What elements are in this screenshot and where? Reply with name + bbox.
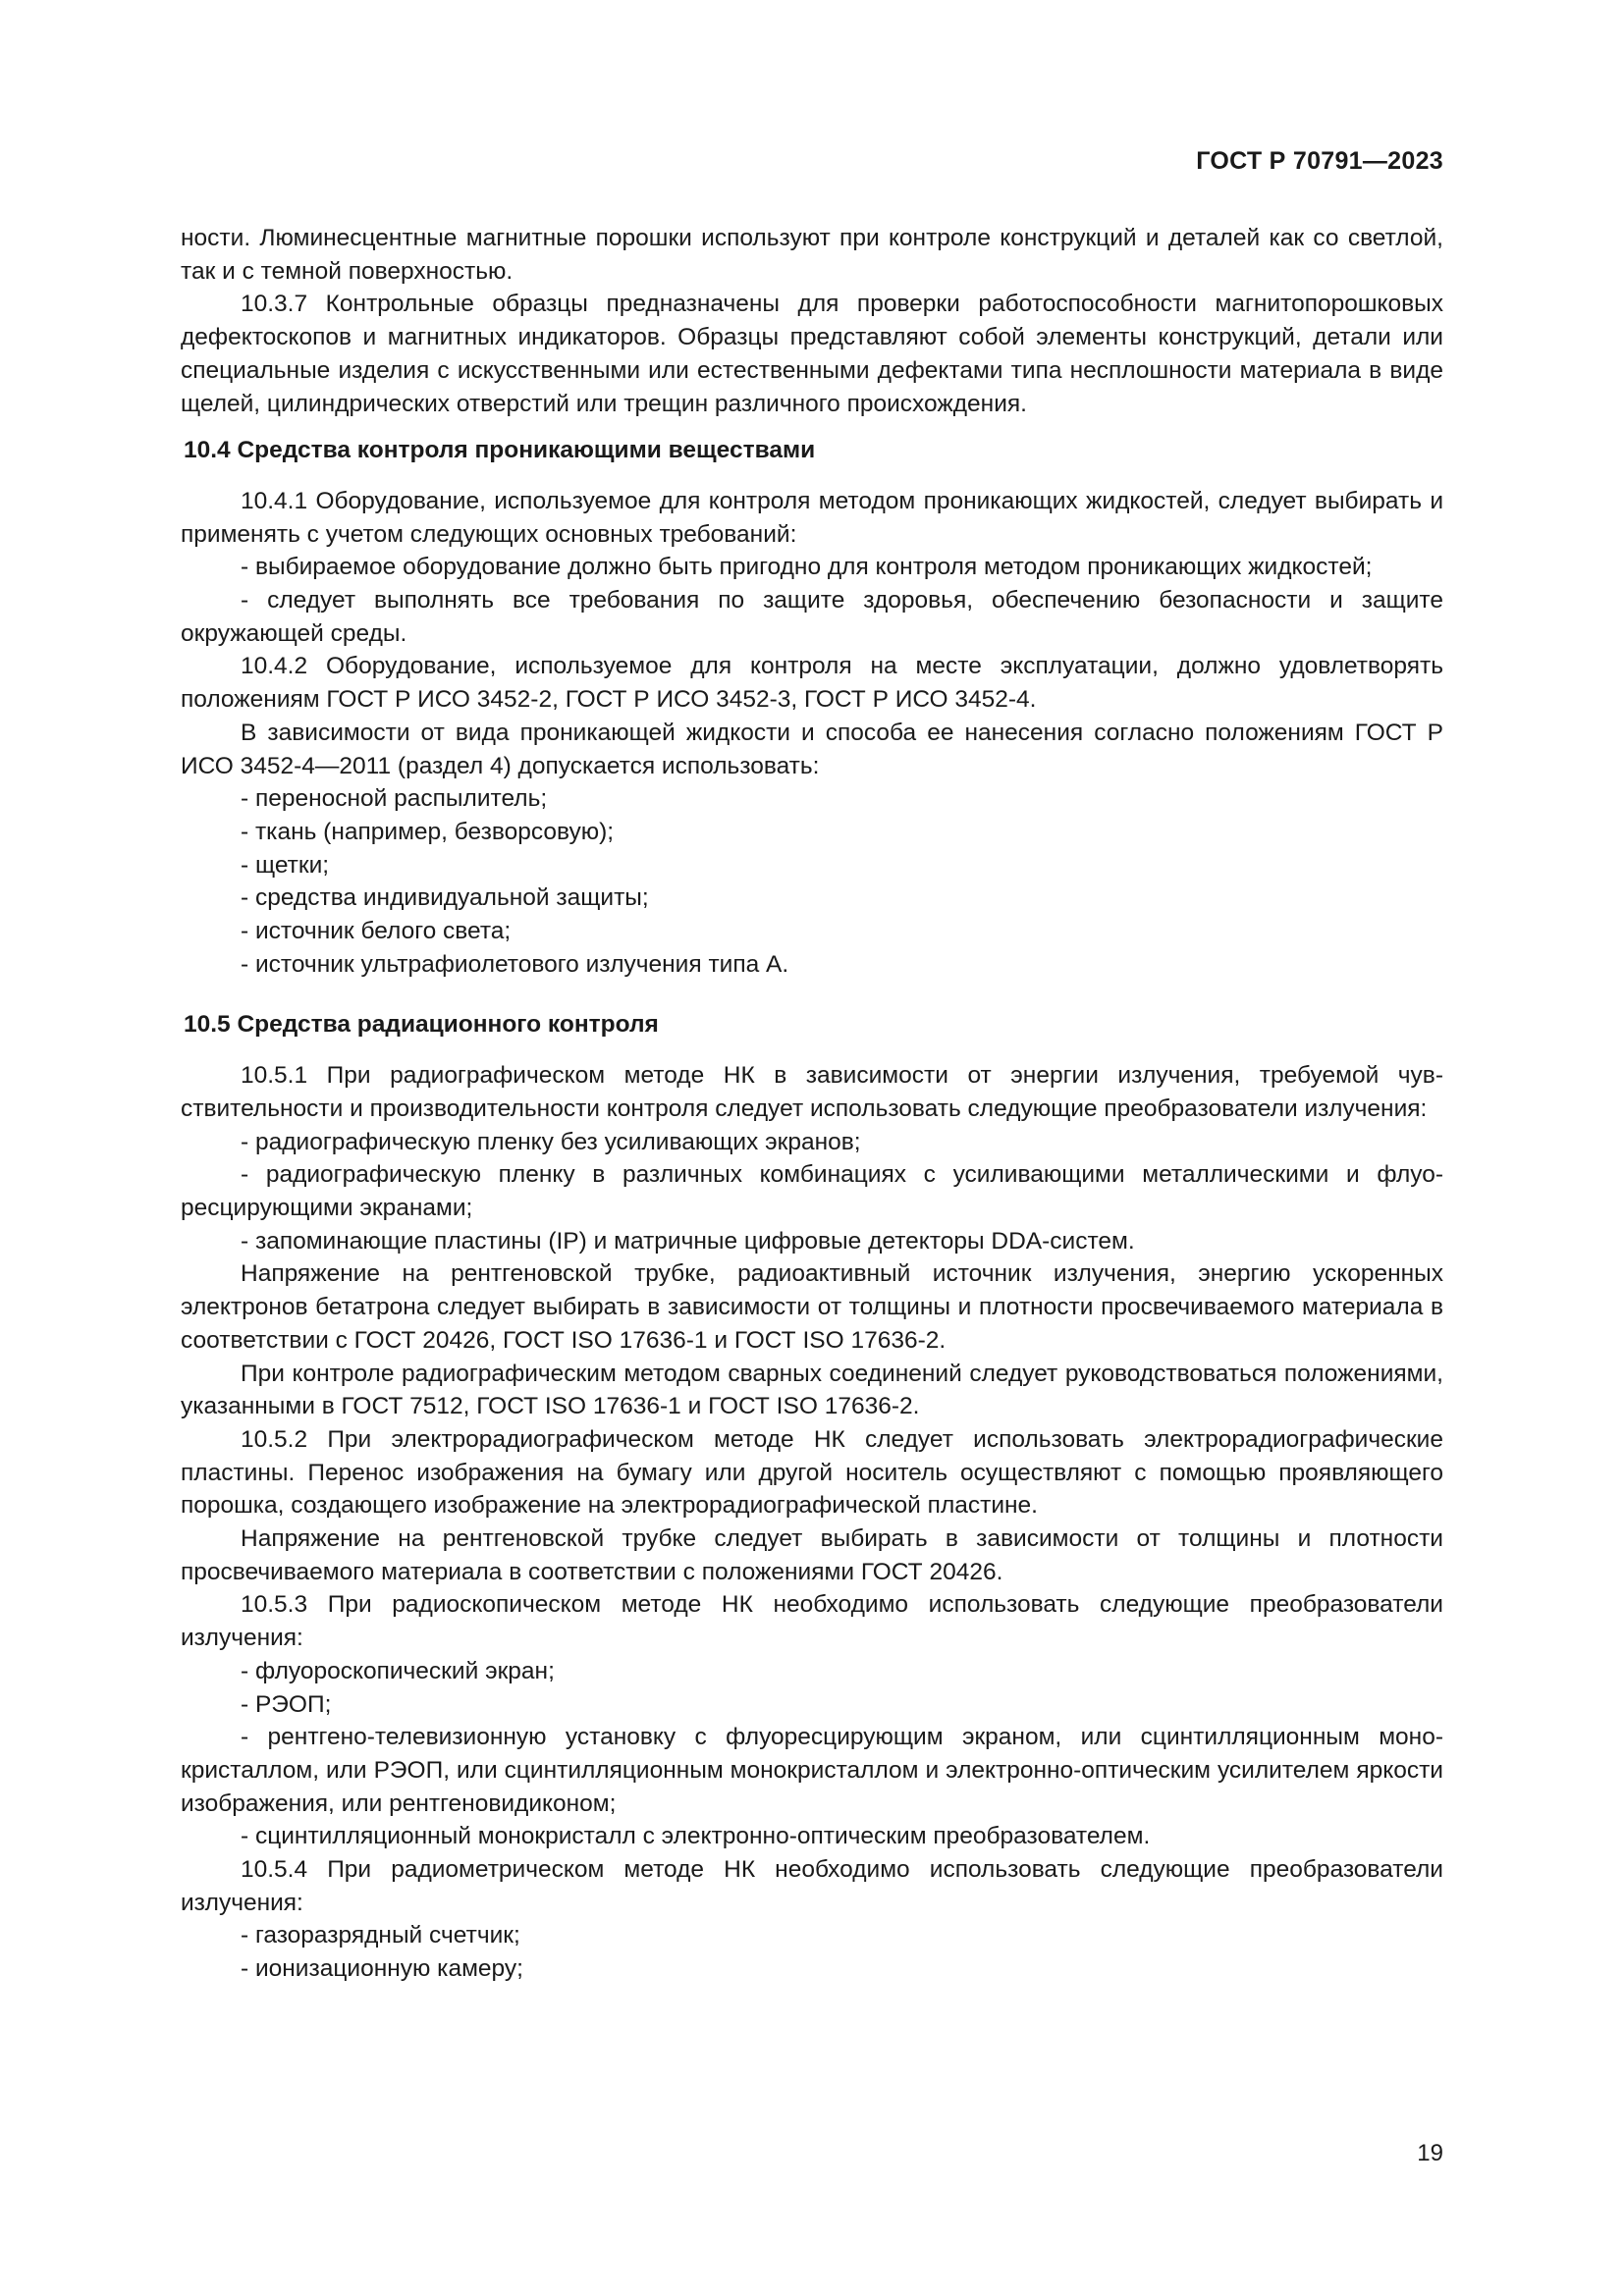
document-id-header: ГОСТ Р 70791—2023 bbox=[1196, 147, 1443, 175]
paragraph-10-5-1: 10.5.1 При радиографическом методе НК в зависимости от энергии излучения, требуемой чувствительности и производительности контроля следует использовать следующие преобразователи излучения: bbox=[181, 1062, 1443, 1122]
list-item: - переносной распылитель; bbox=[241, 785, 548, 813]
section-heading-10-5: 10.5 Средства радиационного контроля bbox=[184, 1011, 659, 1039]
list-item: - сцинтилляционный монокристалл с электронно-оптическим преобразователем. bbox=[241, 1823, 1151, 1850]
list-item: - РЭОП; bbox=[241, 1690, 332, 1718]
list-item: - рентгено-телевизионную установку с флуоресцирующим экраном, или сцинтилляционным монокристаллом, или РЭОП, или сцинтилляционным монокристаллом и электронно-оптическим усилителем яркости изображения, или рентгеновидиконом; bbox=[181, 1724, 1443, 1817]
list-item: - источник ультрафиолетового излучения типа А. bbox=[241, 950, 789, 978]
list-item: - щетки; bbox=[241, 851, 330, 879]
requirement-item: - выбираемое оборудование должно быть пригодно для контроля методом проникающих жидкостей; bbox=[241, 554, 1373, 581]
section-heading-10-4: 10.4 Средства контроля проникающими веществами bbox=[184, 437, 816, 464]
requirement-item: - следует выполнять все требования по защите здоровья, обеспечению безопасности и защите окружающей среды. bbox=[181, 587, 1443, 647]
paragraph: Напряжение на рентгеновской трубке, радиоактивный источник излучения, энергию ускоренных электронов бетатрона следует выбирать в зависимости от толщины и плотности просвечиваемого материала в соответствии с ГОСТ 20426, ГОСТ ISO 17636-1 и ГОСТ ISO 17636-2. bbox=[181, 1260, 1443, 1354]
list-item: - запоминающие пластины (IP) и матричные цифровые детекторы DDA-систем. bbox=[241, 1227, 1135, 1255]
list-item: - флуороскопический экран; bbox=[241, 1657, 555, 1684]
list-item: - радиографическую пленку в различных комбинациях с усиливающими металлическими и флуоресцирующими экранами; bbox=[181, 1161, 1443, 1221]
paragraph: В зависимости от вида проникающей жидкости и способа ее нанесения согласно положениям ГОСТ Р ИСО 3452-4—2011 (раздел 4) допускается использовать: bbox=[181, 719, 1443, 779]
paragraph: При контроле радиографическим методом сварных соединений следует руководствоваться положениями, указанными в ГОСТ 7512, ГОСТ ISO 17636-1 и ГОСТ ISO 17636-2. bbox=[181, 1360, 1443, 1420]
page-number: 19 bbox=[1417, 2140, 1443, 2166]
list-item: - источник белого света; bbox=[241, 918, 512, 945]
page-content bbox=[181, 222, 1443, 1986]
paragraph-10-3-7: 10.3.7 Контрольные образцы предназначены для проверки работоспособности магнитопорошковых дефектоскопов и магнитных индикаторов. Образцы представляют собой элементы конструкций, детали или специальные изделия с искусственными или естественными дефектами типа несплошности материала в виде щелей, цилиндрических отверстий или трещин различного происхождения. bbox=[181, 291, 1443, 417]
paragraph-10-4-1: 10.4.1 Оборудование, используемое для контроля методом проникающих жидкостей, следует выбирать и применять с учетом следующих основных требований: bbox=[181, 487, 1443, 548]
list-item: - средства индивидуальной защиты; bbox=[241, 884, 649, 912]
paragraph-10-4-2: 10.4.2 Оборудование, используемое для контроля на месте эксплуатации, должно удовлетворять положениям ГОСТ Р ИСО 3452-2, ГОСТ Р ИСО 3452-3, ГОСТ Р ИСО 3452-4. bbox=[181, 653, 1443, 714]
list-item: - ионизационную камеру; bbox=[241, 1955, 523, 1983]
paragraph-10-5-4: 10.5.4 При радиометрическом методе НК необходимо использовать следующие преобразователи излучения: bbox=[181, 1856, 1443, 1916]
list-item: - радиографическую пленку без усиливающих экранов; bbox=[241, 1128, 861, 1155]
list-item: - ткань (например, безворсовую); bbox=[241, 818, 615, 845]
paragraph: Напряжение на рентгеновской трубке следует выбирать в зависимости от толщины и плотности просвечиваемого материала в соответствии с положениями ГОСТ 20426. bbox=[181, 1525, 1443, 1585]
paragraph: ности. Люминесцентные магнитные порошки используют при контроле конструкций и деталей как со светлой, так и с темной поверхностью. bbox=[181, 225, 1443, 285]
paragraph-10-5-2: 10.5.2 При электрорадиографическом методе НК следует использовать электрорадиографические пластины. Перенос изображения на бумагу или другой носитель осуществляют с помощью проявляющего порошка, создающего изображение на электрорадиографической пластине. bbox=[181, 1425, 1443, 1520]
paragraph-10-5-3: 10.5.3 При радиоскопическом методе НК необходимо использовать следующие преобразователи излучения: bbox=[181, 1591, 1443, 1652]
list-item: - газоразрядный счетчик; bbox=[241, 1922, 520, 1949]
